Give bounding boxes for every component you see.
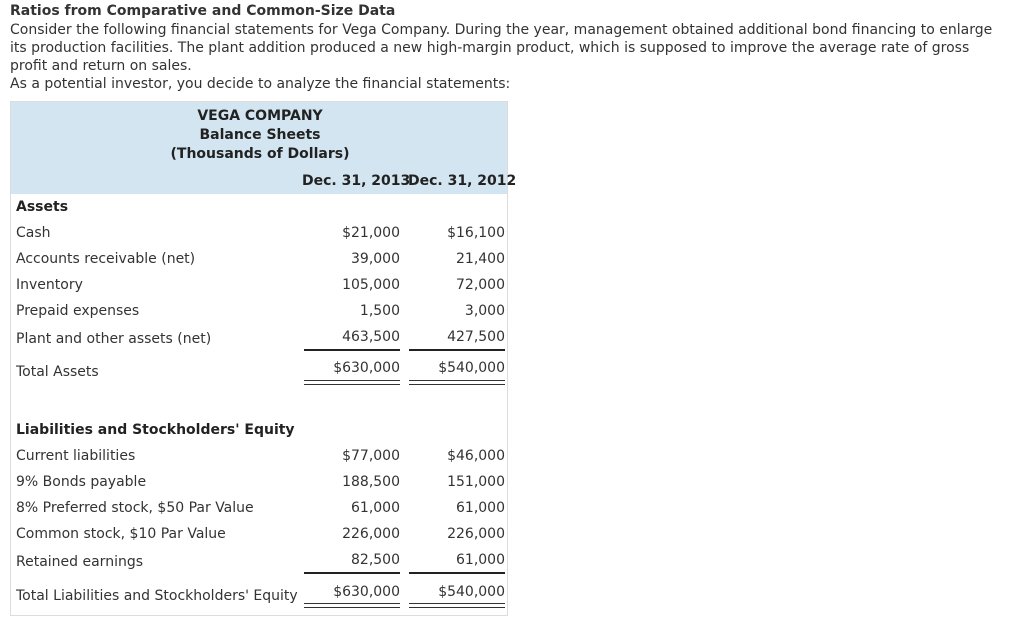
row-label-accounts-receivable: Accounts receivable (net) [16, 251, 196, 267]
cell-plant-assets-2012: 427,500 [447, 329, 505, 345]
cell-bonds-payable-2012: 151,000 [447, 474, 505, 490]
cell-common-stock-2013: 226,000 [342, 526, 400, 542]
total-double-rule-2013 [304, 603, 400, 608]
cell-total-assets-2013: $630,000 [333, 360, 400, 376]
row-label-prepaid-expenses: Prepaid expenses [16, 303, 140, 319]
row-label-preferred-stock: 8% Preferred stock, $50 Par Value [16, 500, 254, 516]
column-header-2012: Dec. 31, 2012 [408, 173, 517, 189]
row-label-retained-earnings: Retained earnings [16, 554, 144, 570]
cell-total-liabilities-equity-2012: $540,000 [438, 584, 505, 600]
cell-cash-2013: $21,000 [342, 225, 400, 241]
row-label-total-assets: Total Assets [16, 364, 99, 380]
total-double-rule-2012 [409, 380, 505, 385]
intro-text [10, 21, 1010, 93]
page-title: Ratios from Comparative and Common-Size Data [10, 3, 396, 19]
cell-accounts-receivable-2013: 39,000 [351, 251, 400, 267]
cell-current-liabilities-2012: $46,000 [447, 448, 505, 464]
company-name: VEGA COMPANY [197, 108, 323, 124]
row-label-bonds-payable: 9% Bonds payable [16, 474, 147, 490]
cell-prepaid-expenses-2013: 1,500 [359, 303, 400, 319]
balance-sheet-table [10, 101, 517, 616]
statement-name: Balance Sheets [199, 127, 321, 143]
column-header-2013: Dec. 31, 2013 [302, 173, 411, 189]
cell-inventory-2013: 105,000 [342, 277, 400, 293]
row-label-inventory: Inventory [16, 277, 83, 293]
total-double-rule-2013 [304, 380, 400, 385]
row-label-current-liabilities: Current liabilities [16, 448, 136, 464]
cell-total-liabilities-equity-2013: $630,000 [333, 584, 400, 600]
cell-inventory-2012: 72,000 [456, 277, 505, 293]
row-label-plant-assets: Plant and other assets (net) [16, 331, 212, 347]
cell-preferred-stock-2012: 61,000 [456, 500, 505, 516]
cell-retained-earnings-2013: 82,500 [351, 552, 400, 568]
cell-accounts-receivable-2012: 21,400 [456, 251, 505, 267]
subtotal-rule-2013 [304, 572, 400, 574]
units-label: (Thousands of Dollars) [170, 146, 350, 162]
cell-total-assets-2012: $540,000 [438, 360, 505, 376]
row-label-common-stock: Common stock, $10 Par Value [16, 526, 226, 542]
cell-common-stock-2012: 226,000 [447, 526, 505, 542]
row-label-cash: Cash [16, 225, 51, 241]
subtotal-rule-2012 [409, 349, 505, 351]
cell-preferred-stock-2013: 61,000 [351, 500, 400, 516]
row-label-total-liabilities-equity: Total Liabilities and Stockholders' Equity [16, 588, 298, 604]
cell-retained-earnings-2012: 61,000 [456, 552, 505, 568]
cell-bonds-payable-2013: 188,500 [342, 474, 400, 490]
liabilities-heading: Liabilities and Stockholders' Equity [16, 422, 295, 438]
subtotal-rule-2012 [409, 572, 505, 574]
subtotal-rule-2013 [304, 349, 400, 351]
total-double-rule-2012 [409, 603, 505, 608]
assets-heading: Assets [16, 199, 69, 215]
cell-plant-assets-2013: 463,500 [342, 329, 400, 345]
cell-prepaid-expenses-2012: 3,000 [464, 303, 505, 319]
cell-cash-2012: $16,100 [447, 225, 505, 241]
cell-current-liabilities-2013: $77,000 [342, 448, 400, 464]
intro-paragraph-1: Consider the following financial statements for Vega Company. During the year, management obtained additional bond financing to enlarge its production facilities. The plant addition produced a new high-margin product, which is supposed to improve the average rate of gross profit and return on sales. [10, 22, 993, 74]
intro-paragraph-2: As a potential investor, you decide to analyze the financial statements: [10, 76, 511, 92]
